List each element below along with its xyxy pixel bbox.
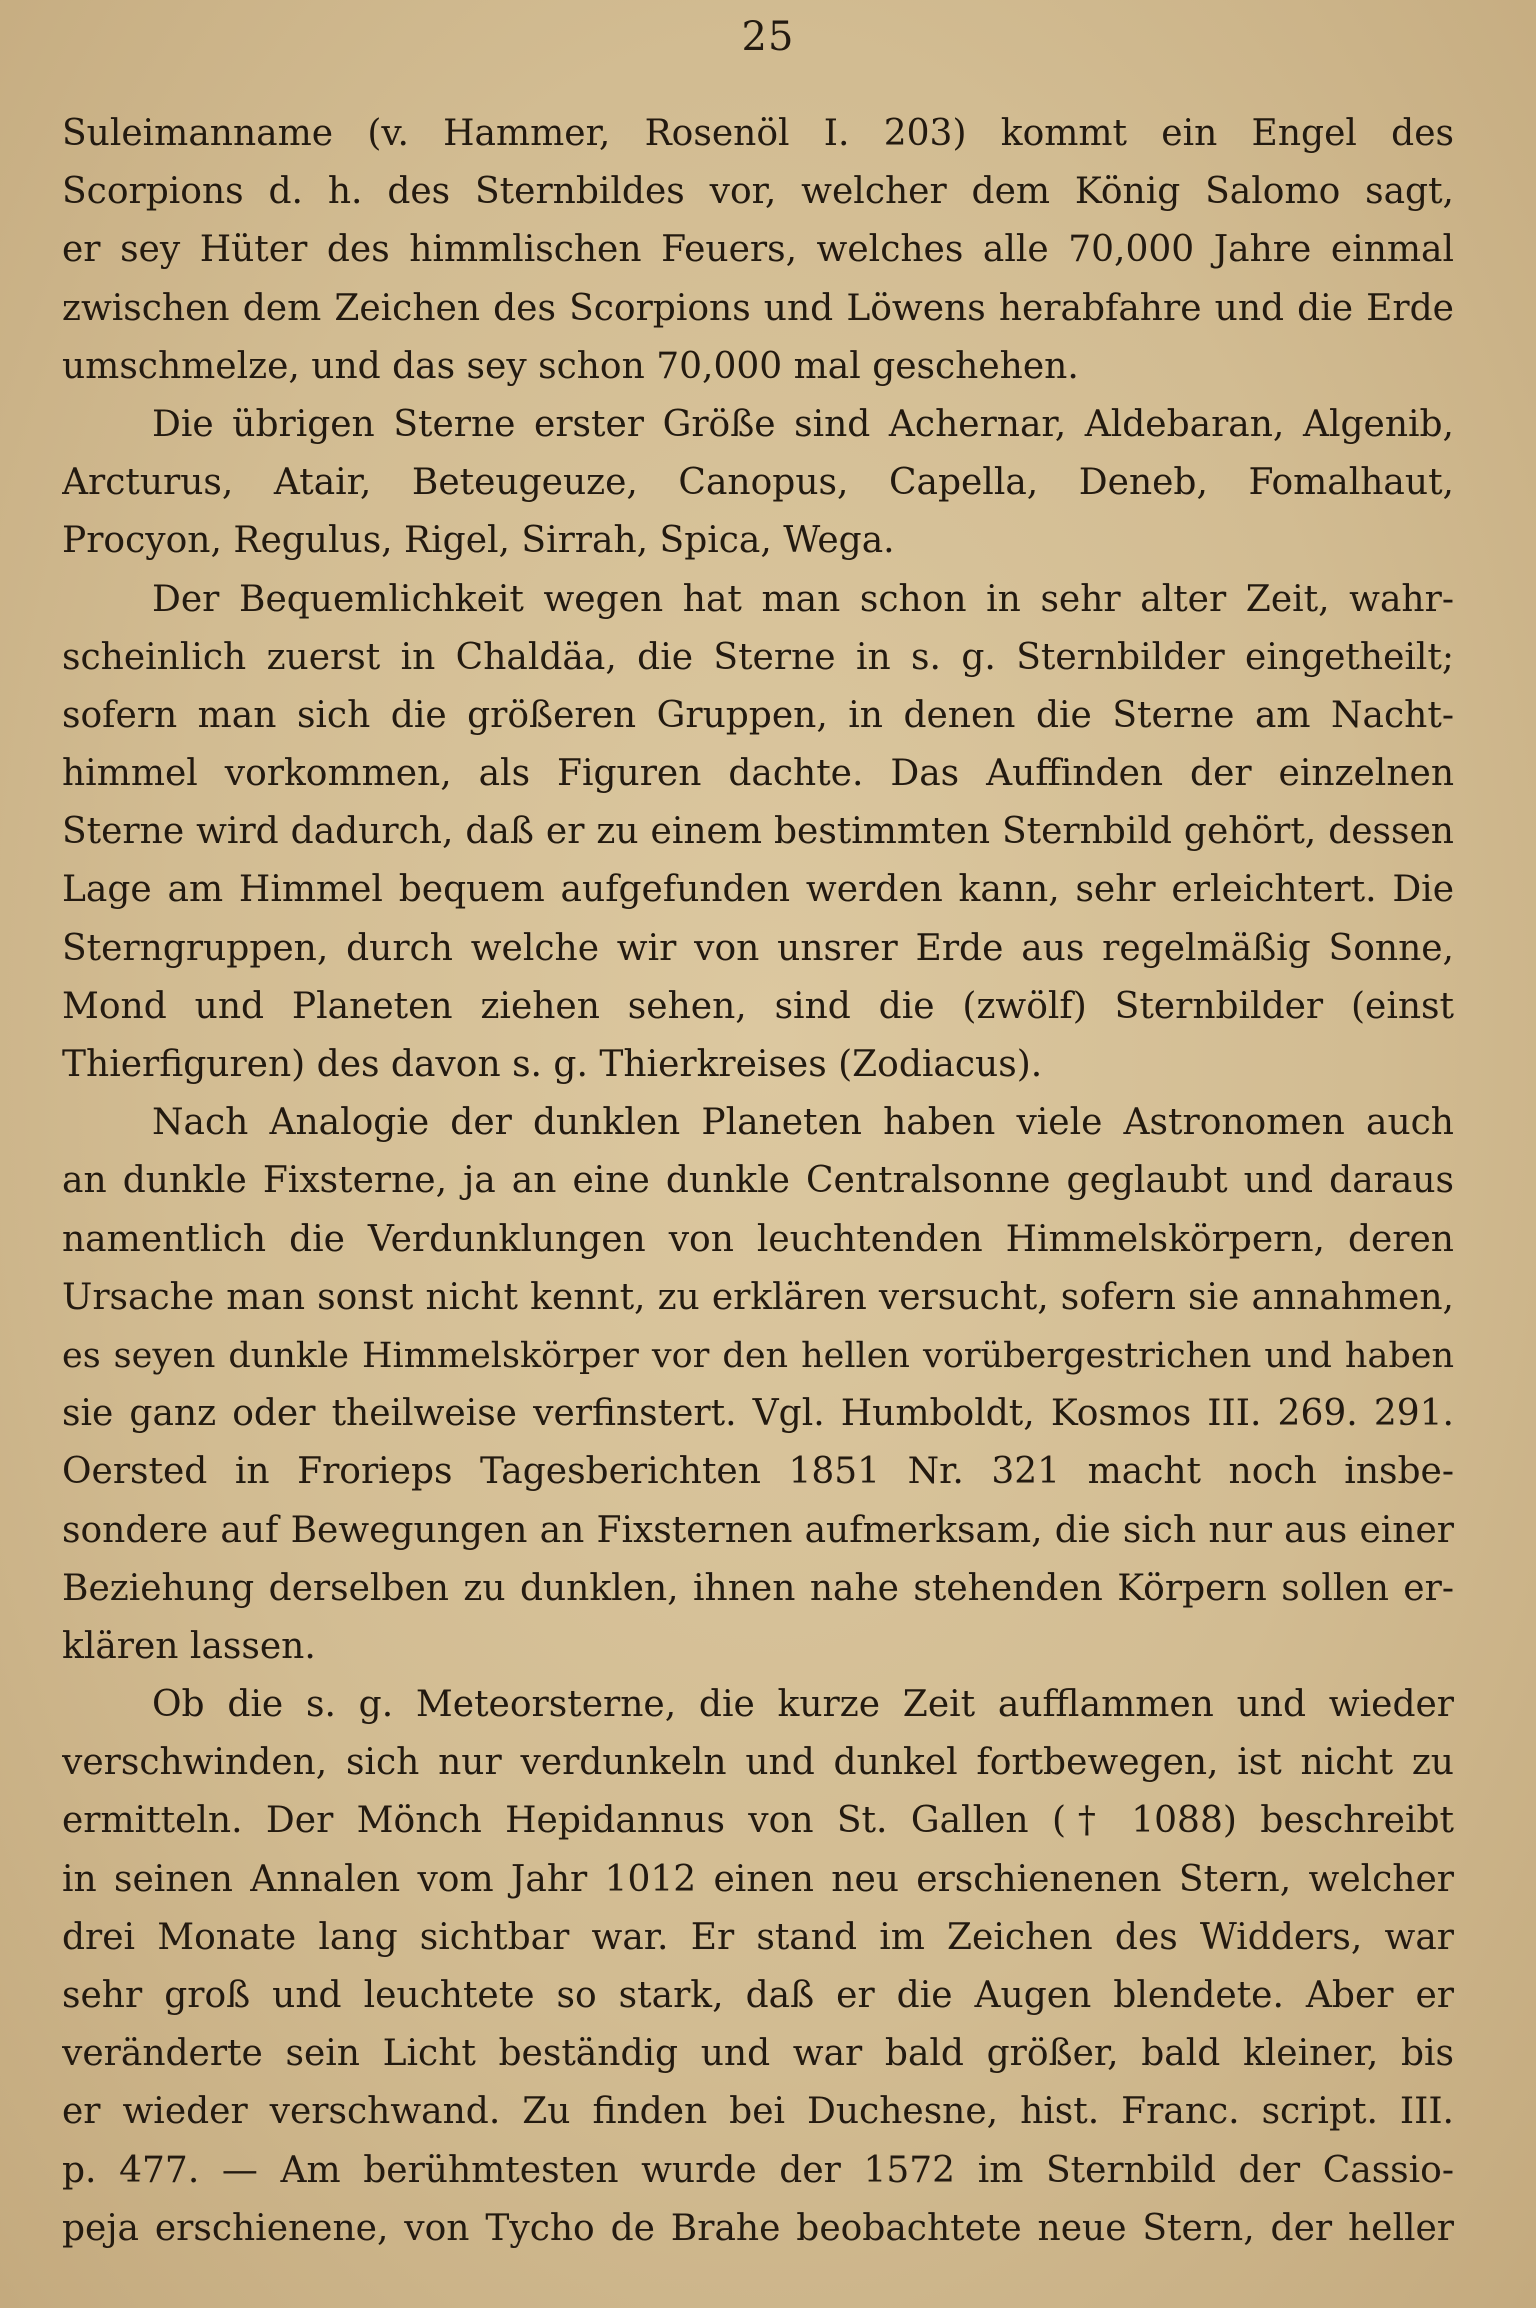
text-line: Oersted in Frorieps Tagesberichten 1851 Nr. 321 macht noch insbe- [62,1451,1454,1493]
text-line: Ob die s. g. Meteorsterne, die kurze Zeit aufflammen und wieder [152,1684,1454,1726]
text-line: sondere auf Bewegungen an Fixsternen aufmerksam, die sich nur aus einer [62,1509,1454,1551]
text-line: Thierfiguren) des davon s. g. Thierkreises (Zodiacus). [62,1044,1043,1085]
text-line: drei Monate lang sichtbar war. Er stand im Zeichen des Widders, war [62,1916,1454,1958]
text-line: Scorpions d. h. des Sternbildes vor, welcher dem König Salomo sagt, [62,171,1454,213]
text-line: Suleimanname (v. Hammer, Rosenöl I. 203) kommt ein Engel des [62,113,1454,154]
text-line: Mond und Planeten ziehen sehen, sind die (zwölf) Sternbilder (einst [62,985,1454,1027]
text-line: Arcturus, Atair, Beteugeuze, Canopus, Capella, Deneb, Fomalhaut, [62,462,1454,504]
text-line: sie ganz oder theilweise verfinstert. Vgl. Humboldt, Kosmos III. 269. 291. [62,1393,1454,1435]
text-line: verschwinden, sich nur verdunkeln und dunkel fortbewegen, ist nicht zu [62,1742,1454,1784]
text-line: scheinlich zuerst in Chaldäa, die Sterne in s. g. Sternbilder eingetheilt; [62,636,1454,678]
text-line: zwischen dem Zeichen des Scorpions und Löwens herabfahre und die Erde [62,287,1454,329]
text-line: Der Bequemlichkeit wegen hat man schon in sehr alter Zeit, wahr- [152,578,1454,620]
text-line: klären lassen. [62,1625,316,1667]
text-line: Ursache man sonst nicht kennt, zu erklären versucht, sofern sie annahmen, [62,1276,1454,1318]
text-line: Lage am Himmel bequem aufgefunden werden kann, sehr erleichtert. Die [62,869,1454,911]
text-line: sofern man sich die größeren Gruppen, in denen die Sterne am Nacht- [62,694,1454,736]
text-line: peja erschienene, von Tycho de Brahe beobachtete neue Stern, der heller [62,2207,1454,2249]
text-line: himmel vorkommen, als Figuren dachte. Das Auffinden der einzelnen [62,753,1454,795]
text-line: in seinen Annalen vom Jahr 1012 einen neu erschienenen Stern, welcher [62,1858,1454,1900]
text-line: es seyen dunkle Himmelskörper vor den hellen vorübergestrichen und haben [62,1335,1454,1376]
text-line: er sey Hüter des himmlischen Feuers, welches alle 70,000 Jahre einmal [62,229,1454,271]
text-line: ermitteln. Der Mönch Hepidannus von St. Gallen († 1088) beschreibt [62,1800,1454,1842]
text-line: an dunkle Fixsterne, ja an eine dunkle Centralsonne geglaubt und daraus [62,1160,1454,1202]
text-line: Procyon, Regulus, Rigel, Sirrah, Spica, Wega. [62,520,895,562]
text-line: Die übrigen Sterne erster Größe sind Achernar, Aldebaran, Algenib, [152,403,1454,445]
text-line: er wieder verschwand. Zu finden bei Duchesne, hist. Franc. script. III. [62,2091,1454,2133]
body-text [62,105,1454,2258]
text-line: Beziehung derselben zu dunklen, ihnen nahe stehenden Körpern sollen er- [62,1567,1454,1609]
page-number: 25 [741,14,795,60]
text-line: sehr groß und leuchtete so stark, daß er die Augen blendete. Aber er [62,1975,1454,2016]
text-line: umschmelze, und das sey schon 70,000 mal geschehen. [62,345,1079,387]
text-line: Sterngruppen, durch welche wir von unsrer Erde aus regelmäßig Sonne, [62,927,1454,969]
text-line: Nach Analogie der dunklen Planeten haben viele Astronomen auch [152,1102,1454,1144]
text-line: p. 477. — Am berühmtesten wurde der 1572 im Sternbild der Cassio- [62,2149,1454,2191]
text-line: namentlich die Verdunklungen von leuchtenden Himmelskörpern, deren [62,1218,1454,1260]
text-line: veränderte sein Licht beständig und war bald größer, bald kleiner, bis [62,2033,1454,2075]
text-line: Sterne wird dadurch, daß er zu einem bestimmten Sternbild gehört, dessen [62,811,1454,853]
